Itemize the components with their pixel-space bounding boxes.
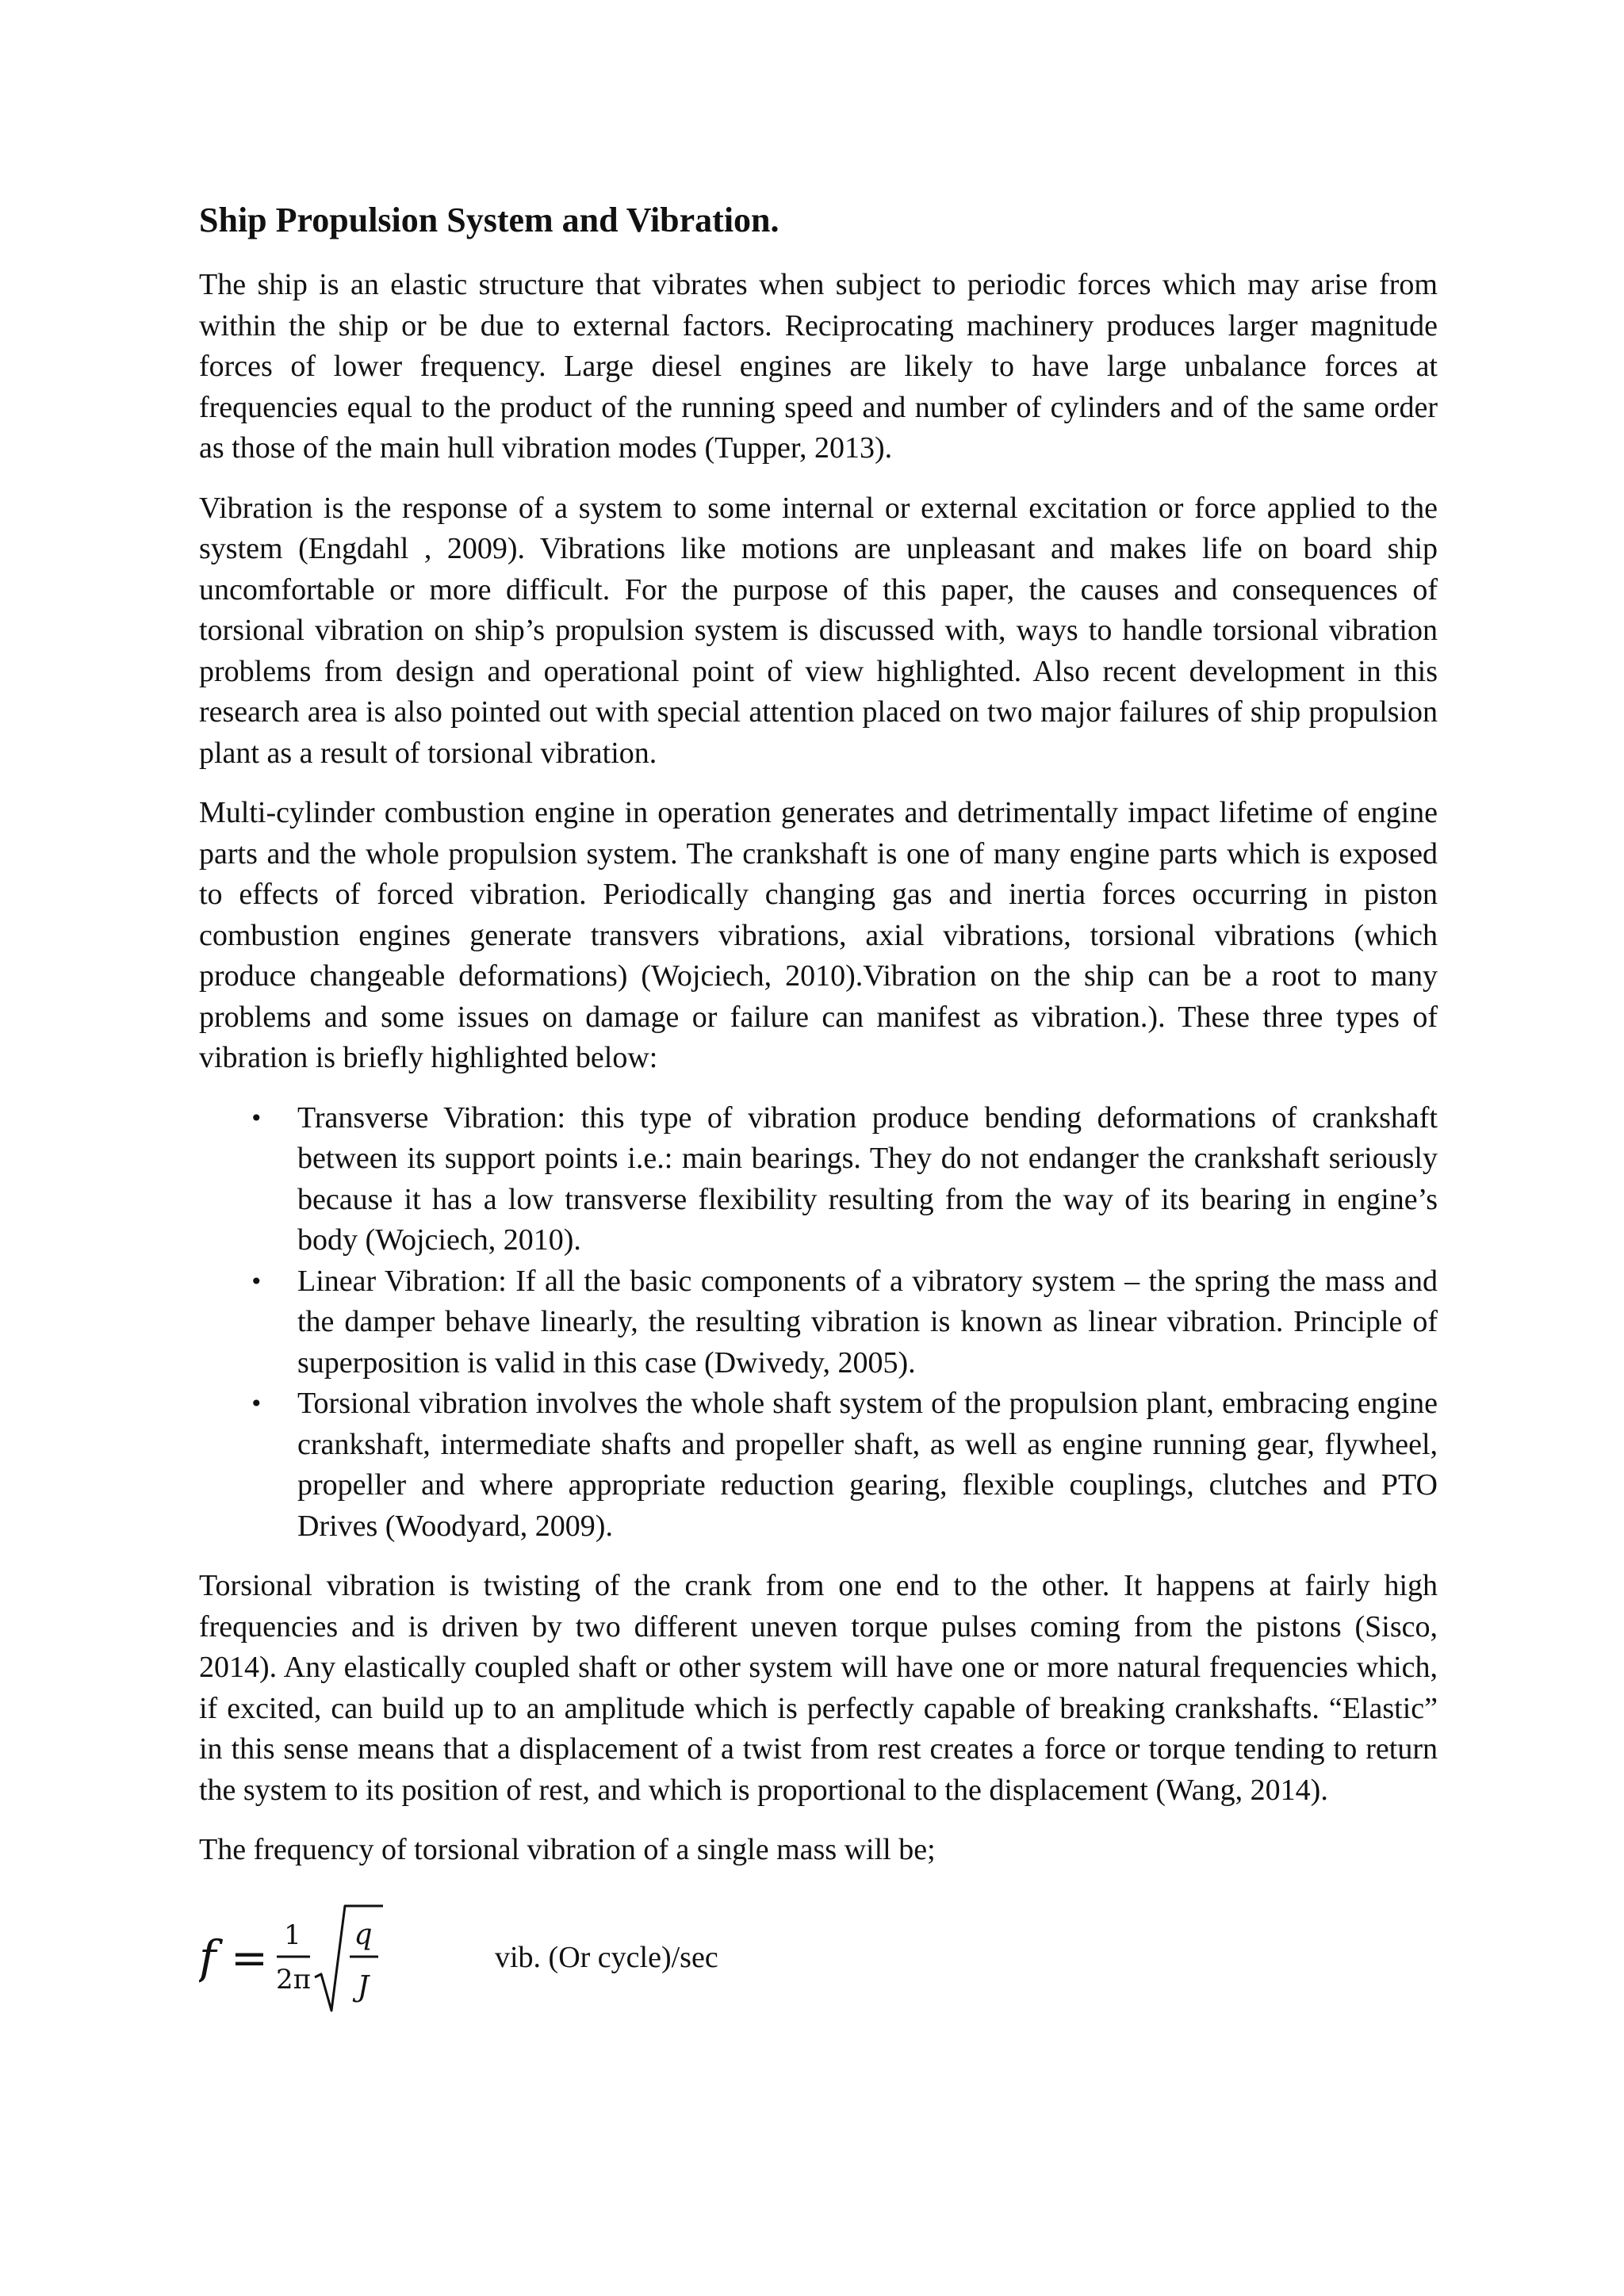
bullet-icon: • [250, 1391, 263, 1417]
document-page [199, 198, 1438, 2020]
list-item-linear-vibration [250, 1261, 1438, 1384]
list-item-text: Transverse Vibration: this type of vibration produce bending deformations of crankshaft between its support points i.e.: main bearings. They do not endanger the crankshaft seriously because it has a low transverse flexibility resulting from the way of its bearing in engine’s body (Wojciech, 2010). [297, 1100, 1438, 1257]
frequency-formula [199, 1901, 405, 2020]
formula-unit: vib. (Or cycle)/sec [495, 1940, 718, 1974]
document-title: Ship Propulsion System and Vibration. [199, 201, 779, 239]
list-item-transverse-vibration [250, 1098, 1438, 1261]
formula-lhs: f [199, 1930, 216, 1984]
paragraph-frequency-intro: The frequency of torsional vibration of a single mass will be; [199, 1833, 936, 1866]
formula-root-numerator: q [354, 1918, 373, 1951]
bullet-icon: • [250, 1104, 263, 1131]
list-item-torsional-vibration [250, 1383, 1438, 1547]
formula-numerator: 1 [284, 1919, 301, 1951]
paragraph-vibration-definition: Vibration is the response of a system to some internal or external excitation or force applied to the system (Engdahl , 2009). Vibrations like motions are unpleasant and makes life on board ship uncomfortable or more difficult. For the purpose of this paper, the causes and consequences of torsional vibration on ship’s propulsion system is discussed with, ways to handle torsional vibration problems from design and operational point of view highlighted. Also recent development in this research area is also pointed out with special attention placed on two major failures of ship propulsion plant as a result of torsional vibration. [199, 491, 1438, 770]
formula-radical-sign [315, 1906, 383, 2011]
paragraph-ship-elastic-structure: The ship is an elastic structure that vibrates when subject to periodic forces which may arise from within the ship or be due to external factors. Reciprocating machinery produces larger magnitude forces of lower frequency. Large diesel engines are likely to have large unbalance forces at frequencies equal to the product of the running speed and number of cylinders and of the same order as those of the main hull vibration modes (Tupper, 2013). [199, 268, 1438, 465]
formula-equals: = [231, 1932, 268, 1984]
frequency-formula-row [199, 1901, 1438, 2020]
list-item-text: Linear Vibration: If all the basic components of a vibratory system – the spring the mass and the damper behave linearly, the resulting vibration is known as linear vibration. Principle of superposition is valid in this case (Dwivedy, 2005). [297, 1264, 1438, 1380]
formula-root-denominator: J [357, 1970, 370, 2003]
vibration-types-list [199, 1098, 1438, 1548]
list-item-text: Torsional vibration involves the whole shaft system of the propulsion plant, embracing engine crankshaft, intermediate shafts and propeller shaft, as well as engine running gear, flywheel, propeller and where appropriate reduction gearing, flexible couplings, clutches and PTO Drives (Woodyard, 2009). [297, 1387, 1438, 1543]
bullet-icon: • [250, 1268, 263, 1295]
formula-denominator: 2π [276, 1963, 311, 1996]
paragraph-torsional-vibration-explained: Torsional vibration is twisting of the crank from one end to the other. It happens at fairly high frequencies and is driven by two different uneven torque pulses coming from the pistons (Sisco, 2014). Any elastically coupled shaft or other system will have one or more natural frequencies which, if excited, can build up to an amplitude which is perfectly capable of breaking crankshafts. “Elastic” in this sense means that a displacement of a twist from rest creates a force or torque tending to return the system to its position of rest, and which is proportional to the displacement (Wang, 2014). [199, 1569, 1438, 1807]
paragraph-multi-cylinder-engine: Multi-cylinder combustion engine in operation generates and detrimentally impact lifetime of engine parts and the whole propulsion system. The crankshaft is one of many engine parts which is exposed to effects of forced vibration. Periodically changing gas and inertia forces occurring in piston combustion engines generate transvers vibrations, axial vibrations, torsional vibrations (which produce changeable deformations) (Wojciech, 2010).Vibration on the ship can be a root to many problems and some issues on damage or failure can manifest as vibration.). These three types of vibration is briefly highlighted below: [199, 796, 1438, 1074]
